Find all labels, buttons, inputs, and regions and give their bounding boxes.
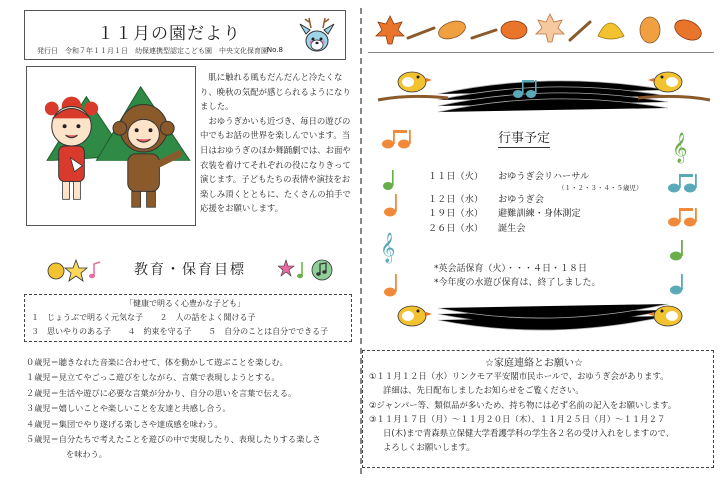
- event-date: １２日（水）: [428, 194, 484, 206]
- newsletter-title: １１月の園だより: [97, 24, 241, 44]
- goal-item: ３ 思いやりのある子: [31, 327, 111, 336]
- kids-illustration: [26, 66, 196, 226]
- goal-item: ５ 自分のことは自分でできる子: [208, 327, 329, 336]
- autumn-leaves-banner: [368, 8, 714, 52]
- title-box: [24, 10, 346, 60]
- age-goal-item: ４歳児＝集団でやり遂げる楽しさや達成感を味わう。: [26, 418, 223, 429]
- music-note-icon: [668, 208, 697, 227]
- issue-number: No.8: [266, 46, 283, 54]
- music-note-icon: [670, 274, 683, 295]
- twig-icon: [408, 28, 434, 38]
- section-divider: [368, 52, 714, 53]
- music-stars-icon: [46, 256, 106, 282]
- event-item: [428, 170, 643, 184]
- contact-box: [362, 350, 714, 468]
- maple-leaf-icon: [376, 16, 404, 44]
- svg-text:𝄞: 𝄞: [672, 133, 688, 163]
- event-item: [428, 222, 643, 236]
- event-notice: *英会話保育（火）・・・４日・１８日: [434, 264, 588, 274]
- goals-row: [31, 326, 342, 337]
- bird-icon: [378, 72, 448, 100]
- bird-icon: [648, 306, 682, 326]
- ginkgo-leaf-icon: [598, 23, 624, 39]
- right-page: [362, 0, 720, 480]
- goals-box: [24, 294, 352, 342]
- contact-item: ②ジャンパー等、類似品が多いため、持ち物には必ず名前の記入をお願いします。: [369, 399, 677, 410]
- deer-mascot-icon: [295, 14, 339, 58]
- music-notes-icon: [278, 256, 336, 282]
- goals-row: [31, 312, 270, 323]
- music-note-icon: [384, 274, 397, 297]
- event-name: おゆうぎ会: [498, 194, 544, 206]
- intro-paragraph: おゆうぎかいも近づき、毎日の遊びの中でもお話の世界を楽しんでいます。当日はおゆうぎのほか舞踊劇では、お面や衣装を着けてそれぞれの役になりきって演じます。子どもたちの表情や演技をお楽しみ頂くとともに、たくさんの拍手で応援をお願いします。: [200, 115, 351, 214]
- music-note-icon: [383, 170, 394, 190]
- event-date: １９日（水）: [428, 208, 484, 220]
- twig-icon: [570, 22, 590, 40]
- age-goal-item: ３歳児＝嬉しいことや楽しいことを友達と共感し合う。: [26, 403, 231, 414]
- treble-clef-icon: [380, 232, 395, 264]
- age-goal-item: ２歳児＝生活や遊びに必要な言葉が分かり、自分の思いを言葉で伝える。: [26, 387, 297, 398]
- goals-heading: 教育・保育目標: [134, 262, 246, 278]
- leaf-icon: [640, 17, 660, 43]
- contact-item: ①１１月１２日（水）リンクモア平安閣市民ホールで、おゆうぎ会があります。: [369, 371, 669, 381]
- contact-item: ③１１月１７日（月）～１１月２０日（木）、１１月２５日（月）～１１月２７: [369, 413, 666, 424]
- issue-line: 発行日 令和７年１１月１日 幼保連携型認定こども園 中央文化保育園: [37, 47, 268, 55]
- maple-leaf-icon: [536, 14, 564, 42]
- leaf-icon: [501, 21, 527, 39]
- treble-clef-icon: [672, 132, 687, 164]
- goals-heading-row: [46, 256, 336, 282]
- event-date: ２６日（水）: [428, 222, 484, 234]
- svg-text:𝄞: 𝄞: [380, 233, 396, 263]
- goal-item: ４ 約束を守る子: [127, 327, 192, 336]
- contact-continuation: 日(木)まで青森県立保健大学看護学科の学生各２名の受け入れをしますので、: [383, 428, 675, 439]
- event-name: おゆうぎ会リハーサル: [498, 171, 590, 182]
- contact-title: ☆家庭連絡とお願い☆: [485, 358, 583, 369]
- events-notes: [434, 262, 601, 290]
- bird-icon: [638, 72, 710, 100]
- bird-icon: [398, 306, 432, 326]
- event-note: （１・２・３・４・５歳児）: [558, 184, 643, 193]
- music-note-icon: [382, 130, 411, 149]
- event-date: １１日（火）: [428, 171, 484, 182]
- leaf-icon: [436, 18, 468, 43]
- events-list: [428, 170, 643, 236]
- event-item: [428, 193, 643, 207]
- age-goal-item: ５歳児＝自分たちで考えたことを遊びの中で実現したり、表現したりする楽しさ: [26, 434, 321, 445]
- music-note-icon: [670, 240, 683, 261]
- music-note-icon: [668, 174, 697, 193]
- event-name: 避難訓練・身体測定: [498, 208, 581, 220]
- age-goal-item: １歳児＝見立てやごっこ遊びをしながら、言葉で表現しようとする。: [26, 372, 280, 383]
- goal-item: ２ 人の話をよく聞ける子: [159, 313, 256, 322]
- age-goal-continuation: を味わう。: [66, 449, 107, 460]
- music-note-icon: [384, 194, 397, 217]
- age-goals-list: [26, 355, 356, 463]
- event-item: [428, 207, 643, 221]
- leaf-icon: [672, 16, 705, 44]
- age-goal-item: ０歳児＝聴きなれた音楽に合わせて、体を動かして遊ぶことを楽しむ。: [26, 357, 288, 367]
- intro-paragraph: 肌に触れる風もだんだんと冷たくなり、晩秋の気配が感じられるようになりました。: [200, 72, 351, 112]
- intro-text: [200, 70, 352, 216]
- goal-item: １ じょうぶで明るく元気な子: [31, 313, 143, 322]
- goals-caption: 「健康で明るく心豊かな子ども」: [125, 299, 245, 308]
- contact-list: [369, 369, 713, 455]
- event-name: 誕生会: [498, 222, 526, 234]
- event-notice: *今年度の水遊び保育は、終了しました。: [434, 278, 601, 288]
- events-title: 行事予定: [498, 127, 550, 148]
- contact-continuation: 詳細は、先日配布しましたお知らせをご覧ください。: [383, 385, 584, 396]
- contact-continuation: よろしくお願いします。: [383, 442, 475, 453]
- twig-icon: [472, 30, 496, 38]
